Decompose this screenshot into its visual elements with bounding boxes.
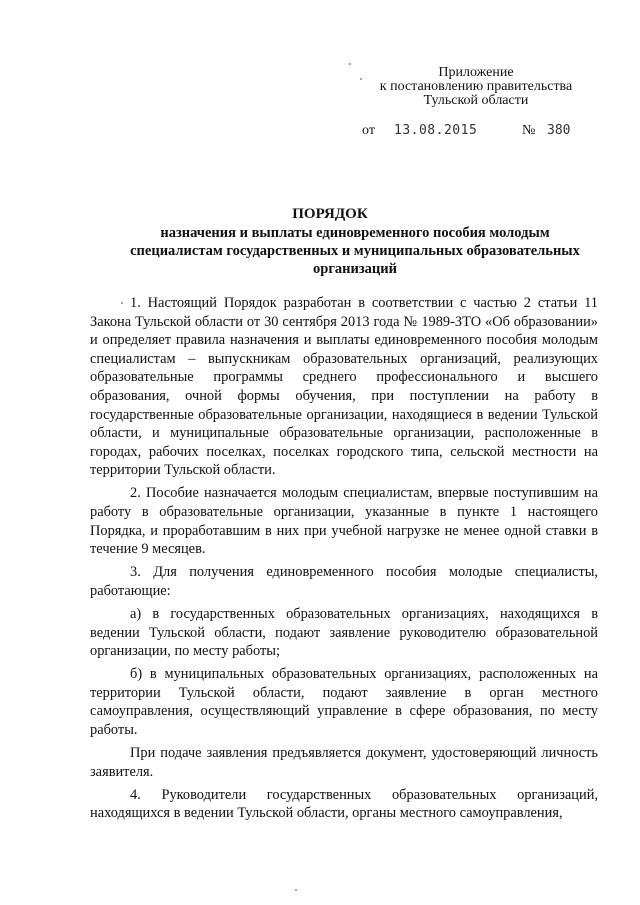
paragraph-3: 3. Для получения единовременного пособия молодые специалисты, работающие: [90,564,598,599]
appendix-line-2: к постановлению правительства [379,79,573,94]
appendix-line-1: Приложение [438,65,514,80]
paragraph-1: 1. Настоящий Порядок разработан в соответствии с частью 2 статьи 11 Закона Тульской области от 30 сентября 2013 года № 1989-ЗТО «Об образовании» и определяет правила назначения и выплаты единовременного пособия молодым специалистам – выпускникам образовательных организаций, реализующих образовательные программы среднего профессионального и высшего образования, очной формы обучения, при поступлении на работу в государственные образовательные организации, находящиеся в ведении Тульской области, и муниципальные образовательные организации, расположенные в городах, рабочих поселках, поселках городского типа, сельской местности на территории Тульской области. [90,295,598,479]
number-prefix: № [522,123,536,138]
appendix-block [360,66,592,108]
document-number: 380 [547,123,571,138]
document-title: ПОРЯДОК [292,206,368,222]
document-body [90,294,598,828]
document-date: 13.08.2015 [394,123,478,138]
document-subtitle: назначения и выплаты единовременного пособия молодым специалистам государственных и муниципальных образовательных организаций [130,225,580,277]
paragraph-4: 4. Руководители государственных образовательных организаций, находящихся в ведении Тульской области, органы местного самоуправления, [90,786,598,822]
paragraph-3a: а) в государственных образовательных организациях, находящихся в ведении Тульской области, подают заявление руководителю образовательной организации, по месту работы; [90,606,598,660]
date-prefix: от [362,123,375,138]
paragraph-document-note: При подаче заявления предъявляется документ, удостоверяющий личность заявителя. [90,745,598,780]
paragraph-3b: б) в муниципальных образовательных организациях, расположенных на территории Тульской области, подают заявление в орган местного самоуправления, осуществляющий управление в сфере образования, по месту работы. [90,666,598,739]
paragraph-2: 2. Пособие назначается молодым специалистам, впервые поступившим на работу в образовательные организации, указанные в пункте 1 настоящего Порядка, и проработавшим в них при учебной нагрузке не менее одной ставки в течение 9 месяцев. [90,485,598,558]
appendix-line-3: Тульской области [423,93,529,108]
date-number-row [362,122,602,140]
